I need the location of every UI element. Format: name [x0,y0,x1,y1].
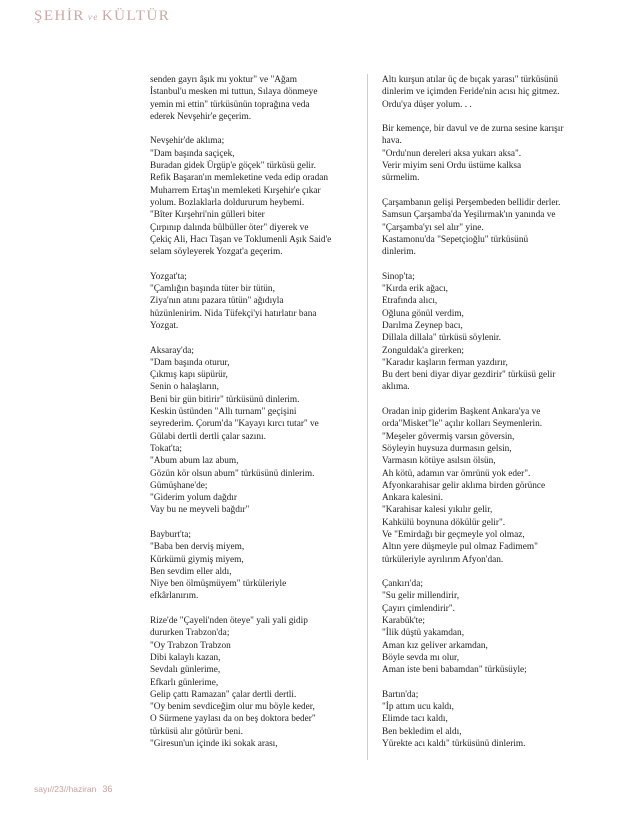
text-line: Aksaray'da; [150,345,195,356]
text-line: Sinop'ta; [382,271,415,282]
text-line: Karabük'te; [382,616,425,627]
text-line: Dillala dillala" türküsü söylenir. [382,333,501,344]
text-line: Çayırı çimlendirir". [382,603,455,614]
text-line: Çıkmış kapı süpürür, [150,370,228,381]
text-line: "Baba ben derviş miyem, [150,542,245,553]
text-line: Kastamonu'da "Sepetçioğlu" türküsünü [382,234,529,245]
paragraph [150,135,375,258]
text-line: yolum. Bozlaklarla doldururum heybemi. [150,197,305,208]
text-line: Kürkümü giymiş miyem, [150,554,244,565]
text-line: Yozgat'ta; [150,271,187,282]
text-line: Elimde tacı kaldı, [382,714,448,725]
paragraph [150,74,375,123]
page-number: 36 [102,784,113,794]
text-line: "Giresun'un içinde iki sokak arası, [150,739,278,750]
text-line: ederek Nevşehir'e geçerim. [150,111,252,122]
text-line: "Karadır kaşların ferman yazdırır, [382,357,508,368]
text-line: yemin mi ettin" türküsünün toprağına veda [150,99,310,110]
text-line: Bayburt'ta; [150,529,191,540]
text-line: "İp attım ucu kaldı, [382,702,454,713]
text-line: Ankara kalesini. [382,493,443,504]
text-line: Altın yere düşmeyle pul olmaz Fadimem" [382,542,538,553]
text-line: İstanbul'u mesken mi tuttun, Sılaya dönmeye [150,87,318,98]
text-line: türküsü alır götürür beni. [150,726,243,737]
text-line: Çekiç Ali, Hacı Taşan ve Toklumenli Aşık Said'e [150,234,332,245]
text-line: "Çamlığın başında tüter bir tütün, [150,284,275,295]
text-line: "Bîter Kırşehri'nin gülleri biter [150,210,265,221]
masthead-logo [34,8,170,25]
text-line: Gümüşhane'de; [150,480,208,491]
paragraph [382,74,607,111]
text-line: "İlik düştü yakamdan, [382,628,465,639]
text-line: efkârlanırım. [150,591,199,602]
text-line: "Oy benim sevdiceğim olur mu böyle keder, [150,702,315,713]
text-line: dinlerim ve içimden Feride'nin acısı hiç gitmez. [382,87,560,98]
text-line: Verir miyim seni Ordu üstüme kalksa [382,161,522,172]
text-line: Etrafında alıcı, [382,296,438,307]
paragraph [382,406,607,566]
text-line: Refik Başaran'ın memleketine veda edip oradan [150,173,328,184]
paragraph [382,123,607,184]
text-line: Söyleyin huysuza durmasın gelsin, [382,443,512,454]
text-line: Darılma Zeynep bacı, [382,320,463,331]
text-line: Gelip çattı Ramazan" çalar dertli dertli. [150,689,297,700]
text-line: Buradan gidek Ürgüp'e göçek" türküsü gelir. [150,161,316,172]
text-line: "Meşeler gövermiş varsın göversin, [382,431,515,442]
text-line: Çarşambanın gelişi Perşembeden bellidir derler. [382,197,561,208]
text-line: Ah kötü, adamın var ömrünü yok eder". [382,468,531,479]
left-column [150,74,375,750]
text-line: Bir kemençe, bir davul ve de zurna sesine karışır [382,124,564,135]
text-line: Aman iste beni babamdan" türküsüyle; [382,665,527,676]
text-line: "Ordu'nun dereleri aksa yukarı aksa". [382,148,522,159]
text-line: Zonguldak'a girerken; [382,345,464,356]
text-line: Vay bu ne meyveli bağdır" [150,505,250,516]
masthead-right: KÜLTÜR [101,8,171,24]
text-line: Gözün kör olsun abum" türküsünü dinlerim. [150,468,315,479]
text-line: Çırpınıp dalında bülbüller öter" diyerek ve [150,222,309,233]
text-line: Dibi kalaylı kazan, [150,652,221,663]
text-line: Beni bir gün bitirir" türküsünü dinlerim. [150,394,300,405]
text-line: Senin o halaşların, [150,382,219,393]
text-line: Oğluna gönül verdim, [382,308,464,319]
text-line: hüzünlenirim. Nida Tüfekçi'yi hatırlatır bana [150,308,317,319]
text-line: Ben sevdim eller aldı, [150,566,232,577]
text-line: Rize'de "Çayeli'nden öteye" yali yali gidip [150,616,308,627]
text-line: "Oy Trabzon Trabzon [150,640,231,651]
page-footer [34,784,112,794]
text-line: "Giderim yolum dağdır [150,493,237,504]
text-line: Böyle sevda mı olur, [382,652,460,663]
text-line: seyrederim. Çorum'da "Kayayı kırcı tutar" ve [150,419,319,430]
text-line: dururken Trabzon'da; [150,628,230,639]
text-line: "Karahisar kalesi yıkılır gelir, [382,505,493,516]
masthead-left: ŞEHİR [34,8,85,24]
text-line: orda"Misket"le" açılır kolları Seymenlerin. [382,419,543,430]
text-line: Varmasın kötüye asılsın ölsün, [382,456,496,467]
text-line: "Abum abum laz abum, [150,456,239,467]
text-line: sürmelim. [382,173,420,184]
masthead-ampersand: ve [87,12,99,22]
text-line: Efkarlı günlerime, [150,677,219,688]
text-line: Bartın'da; [382,689,419,700]
issue-label: sayı//23//haziran [34,784,97,794]
text-line: Samsun Çarşamba'da Yeşilırmak'ın yanında ve [382,210,556,221]
text-line: "Dam başında oturur, [150,357,230,368]
text-line: Ve "Emirdağı bir geçmeyle yol olmaz, [382,529,525,540]
paragraph [150,615,375,750]
text-line: Yozgat. [150,320,179,331]
text-line: Keskin üstünden "Allı turnam" geçişini [150,407,297,418]
text-line: hava. [382,136,402,147]
text-line: dinlerim. [382,247,416,258]
text-line: Niye ben ölmüşmüyem" türküleriyle [150,579,287,590]
text-line: Gülabi dertli dertli çalar sazını. [150,431,266,442]
text-line: Ordu'ya düşer yolum. . . [382,99,472,110]
paragraph [382,271,607,394]
text-line: Tokat'ta; [150,443,183,454]
column-divider [367,74,368,760]
text-line: Nevşehir'de aklıma; [150,136,225,147]
text-line: "Çarşamba'yı sel alır" yine. [382,222,484,233]
text-line: Yürekte acı kaldı" türküsünü dinlerim. [382,739,526,750]
text-line: "Su gelir millendirir, [382,591,460,602]
text-line: "Kırda erik ağacı, [382,284,448,295]
paragraph [382,197,607,258]
text-line: Altı kurşun atılar üç de bıçak yarası" türküsünü [382,75,559,85]
text-line: Kahkülü boynuna dökülür gelir". [382,517,506,528]
paragraph [150,529,375,603]
text-line: Ziya'nın atını pazara tütün" ağıdıyla [150,296,284,307]
text-line: Oradan inip giderim Başkent Ankara'ya ve [382,407,541,418]
text-line: Muharrem Ertaş'ın memleketi Kırşehir'e çıkar [150,185,321,196]
right-column [382,74,607,750]
text-line: türküleriyle ayrılırım Afyon'dan. [382,554,504,565]
text-line: Çankırı'da; [382,579,423,590]
text-line: senden gayrı âşık mı yoktur" ve "Ağam [150,75,298,85]
paragraph [150,271,375,332]
text-line: Afyonkarahisar gelir aklıma birden görünce [382,480,546,491]
paragraph [382,578,607,676]
text-line: selam söyleyerek Yozgat'a geçerim. [150,247,283,258]
text-line: aklıma. [382,382,410,393]
text-line: Bu dert beni diyar diyar gezdirir" türküsü gelir [382,370,556,381]
text-line: Sevdalı günlerime, [150,665,221,676]
text-line: Ben bekledim el aldı, [382,726,462,737]
text-line: Aman kız geliver arkamdan, [382,640,488,651]
paragraph [382,689,607,750]
text-line: O Sürmene yaylası da on beş doktora beder" [150,714,316,725]
paragraph [150,345,375,517]
text-line: "Dam başında saçiçek, [150,148,235,159]
